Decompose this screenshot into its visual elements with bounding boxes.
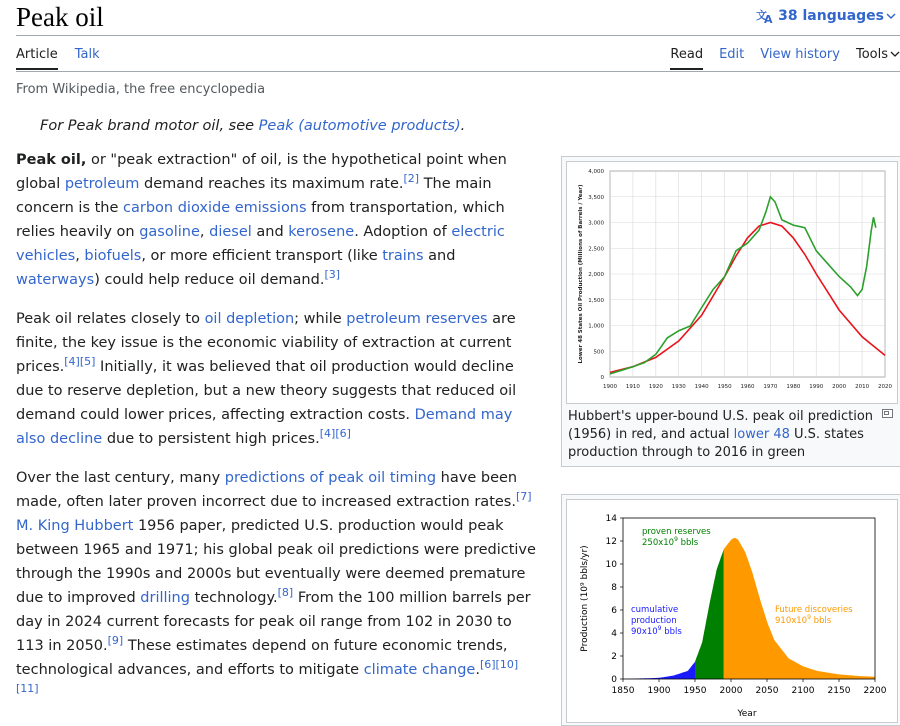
link-electric-vehicles[interactable]: electric vehicles — [16, 224, 505, 264]
link-lower-48[interactable]: lower 48 — [733, 427, 790, 442]
hubbert-chart — [567, 162, 897, 403]
x-tick-label: 2100 — [791, 686, 815, 696]
tab-talk[interactable]: Talk — [74, 47, 100, 62]
y-tick-label: 8 — [611, 583, 617, 593]
link-m-king-hubbert[interactable]: M. King Hubbert — [16, 518, 134, 534]
annotation-value: $910x10^9$ bbls — [775, 614, 832, 626]
ref-link[interactable]: [4] — [319, 427, 336, 441]
y-tick-label: 12 — [605, 537, 617, 547]
link-kerosene[interactable]: kerosene — [288, 224, 355, 240]
article-body — [16, 148, 536, 721]
x-tick-label: 1930 — [671, 384, 686, 390]
x-tick-label: 2010 — [855, 384, 870, 390]
annotation-label: cumulative — [631, 605, 679, 615]
svg-text:文: 文 — [756, 9, 768, 22]
y-tick-label: 0 — [611, 675, 617, 685]
x-tick-label: 1900 — [647, 686, 671, 696]
area-cumulative-production — [623, 662, 695, 679]
ref-link[interactable]: [6] — [335, 427, 351, 441]
view-tabs — [654, 47, 900, 70]
x-axis-label: Year — [737, 709, 757, 719]
link-predictions-of-peak-oil-timing[interactable]: predictions of peak oil timing — [224, 470, 437, 486]
annotation-value: $250x10^9$ bbls — [642, 536, 699, 548]
link-oil-depletion[interactable]: oil depletion — [204, 311, 295, 327]
y-tick-label: 14 — [605, 514, 617, 524]
annotation-label: Future discoveries — [775, 605, 853, 615]
chevron-down-icon — [886, 12, 896, 20]
link-biofuels[interactable]: biofuels — [84, 248, 142, 264]
link-trains[interactable]: trains — [382, 248, 424, 264]
tabs-divider — [16, 71, 900, 72]
hubbert-chart-image[interactable] — [566, 161, 898, 404]
x-tick-label: 2000 — [719, 686, 743, 696]
y-tick-label: 1,000 — [588, 323, 604, 330]
ref-link[interactable]: [5] — [79, 355, 96, 369]
link-demand-may-also-decline[interactable]: Demand may also decline — [16, 407, 513, 447]
x-tick-label: 1950 — [683, 686, 707, 696]
x-tick-label: 1920 — [648, 384, 663, 390]
tab-read[interactable]: Read — [670, 47, 703, 70]
hatnote-link[interactable]: Peak (automotive products) — [258, 118, 461, 134]
ref-link[interactable]: [8] — [277, 586, 294, 600]
production-chart-image[interactable] — [566, 499, 898, 723]
y-tick-label: 2 — [611, 652, 617, 662]
y-tick-label: 4 — [611, 629, 617, 639]
annotation-label: production — [631, 616, 677, 626]
paragraph-2: Peak oil relates closely to oil depletion; while petroleum reserves are finite, the key issue is the economic viability of extraction at current prices.[4][5] Initially, it was believed that oil production would decline due to reserve depletion, but a new theory suggests that reduced oil demand could lower prices, affecting extraction costs. Demand may also decline due to persistent high prices.[4][6] — [16, 311, 517, 447]
ref-link[interactable]: [4] — [64, 355, 80, 369]
production-chart — [567, 500, 897, 722]
namespace-tabs — [16, 47, 117, 70]
link-drilling[interactable]: drilling — [140, 590, 190, 606]
tab-edit[interactable]: Edit — [719, 47, 745, 62]
y-tick-label: 0 — [600, 375, 604, 381]
y-tick-label: 10 — [605, 560, 617, 570]
link-petroleum[interactable]: petroleum — [64, 176, 140, 192]
ref-link[interactable]: [11] — [16, 682, 39, 696]
x-tick-label: 1900 — [603, 384, 617, 390]
x-tick-label: 2200 — [863, 686, 887, 696]
y-tick-label: 1,500 — [588, 297, 604, 304]
tab-view-history[interactable]: View history — [760, 47, 840, 62]
figure-caption: Hubbert's upper-bound U.S. peak oil prediction (1956) in red, and actual lower 48 U.S. states production through to 2016 in green — [568, 409, 874, 460]
chevron-down-icon — [890, 47, 900, 59]
tagline: From Wikipedia, the free encyclopedia — [16, 82, 266, 97]
link-gasoline[interactable]: gasoline — [139, 224, 200, 240]
ref-link[interactable]: [2] — [403, 172, 420, 186]
x-tick-label: 1850 — [611, 686, 635, 696]
ref-link[interactable]: [10] — [495, 658, 519, 672]
y-tick-label: 4,000 — [588, 169, 604, 175]
y-tick-label: 500 — [593, 349, 604, 356]
ref-link[interactable]: [3] — [324, 268, 341, 282]
x-tick-label: 2150 — [827, 686, 851, 696]
tools-label: Tools — [855, 47, 888, 62]
annotation-label: proven reserves — [642, 527, 711, 537]
hubbert-figure — [561, 156, 900, 467]
translate-icon — [756, 8, 774, 24]
paragraph-3: Over the last century, many predictions of peak oil timing have been made, often later proven incorrect due to increased extraction rates.[7] M. King Hubbert 1956 paper, predicted U.S. production would peak between 1965 and 1971; his global peak oil predictions were predictive through the 1990s and 2000s but eventually were deemed premature due to improved drilling technology.[8] From the 100 million barrels per day in 2024 current forecasts for peak oil range from 102 in 2030 to 113 in 2050.[9] These estimates depend on future economic trends, technological advances, and efforts to mitigate climate change.[6][10][11] — [16, 470, 536, 696]
y-tick-label: 6 — [611, 606, 617, 616]
link-climate-change[interactable]: climate change — [363, 662, 476, 678]
link-petroleum-reserves[interactable]: petroleum reserves — [346, 311, 488, 327]
languages-label: 38 languages — [778, 8, 884, 24]
enlarge-icon[interactable] — [882, 409, 893, 418]
y-tick-label: 3,500 — [588, 194, 604, 201]
area-proven-reserves — [695, 549, 724, 679]
ref-link[interactable]: [7] — [515, 490, 532, 504]
x-tick-label: 1940 — [694, 384, 709, 390]
x-tick-label: 2000 — [832, 384, 847, 390]
link-diesel[interactable]: diesel — [209, 224, 252, 240]
ref-link[interactable]: [6] — [479, 658, 496, 672]
x-tick-label: 1960 — [740, 384, 755, 390]
y-tick-label: 2,000 — [588, 272, 604, 278]
x-tick-label: 1910 — [625, 384, 640, 390]
annotation-value: $90x10^9$ bbls — [631, 625, 682, 637]
title-divider — [16, 35, 900, 36]
tools-menu[interactable] — [856, 47, 900, 70]
link-carbon-dioxide-emissions[interactable]: carbon dioxide emissions — [123, 200, 307, 216]
y-axis-label: Lower 48 States Oil Production (Millions of Barrels / Year) — [578, 184, 584, 364]
y-tick-label: 2,500 — [588, 246, 604, 253]
tab-article[interactable]: Article — [16, 47, 58, 70]
y-axis-label: Production (10⁹ bbls/yr) — [580, 545, 590, 652]
ref-link[interactable]: [9] — [107, 634, 124, 648]
link-waterways[interactable]: waterways — [16, 272, 95, 288]
x-tick-label: 2020 — [878, 384, 892, 390]
x-tick-label: 2050 — [755, 686, 779, 696]
paragraph-1: Peak oil, or "peak extraction" of oil, is the hypothetical point when global petroleum demand reaches its maximum rate.[2] The main concern is the carbon dioxide emissions from transportation, which relies heavily on gasoline, diesel and kerosene. Adoption of electric vehicles, biofuels, or more efficient transport (like trains and waterways) could help reduce oil demand.[3] — [16, 152, 507, 288]
svg-text:A: A — [764, 13, 773, 24]
page-title: Peak oil — [16, 2, 104, 32]
production-figure — [561, 494, 900, 726]
x-tick-label: 1980 — [786, 384, 801, 390]
y-tick-label: 3,000 — [588, 220, 604, 227]
hatnote: For Peak brand motor oil, see Peak (automotive products). — [40, 118, 466, 134]
x-tick-label: 1990 — [809, 384, 824, 390]
x-tick-label: 1950 — [717, 384, 732, 390]
x-tick-label: 1970 — [763, 384, 778, 390]
languages-button[interactable] — [756, 8, 898, 24]
